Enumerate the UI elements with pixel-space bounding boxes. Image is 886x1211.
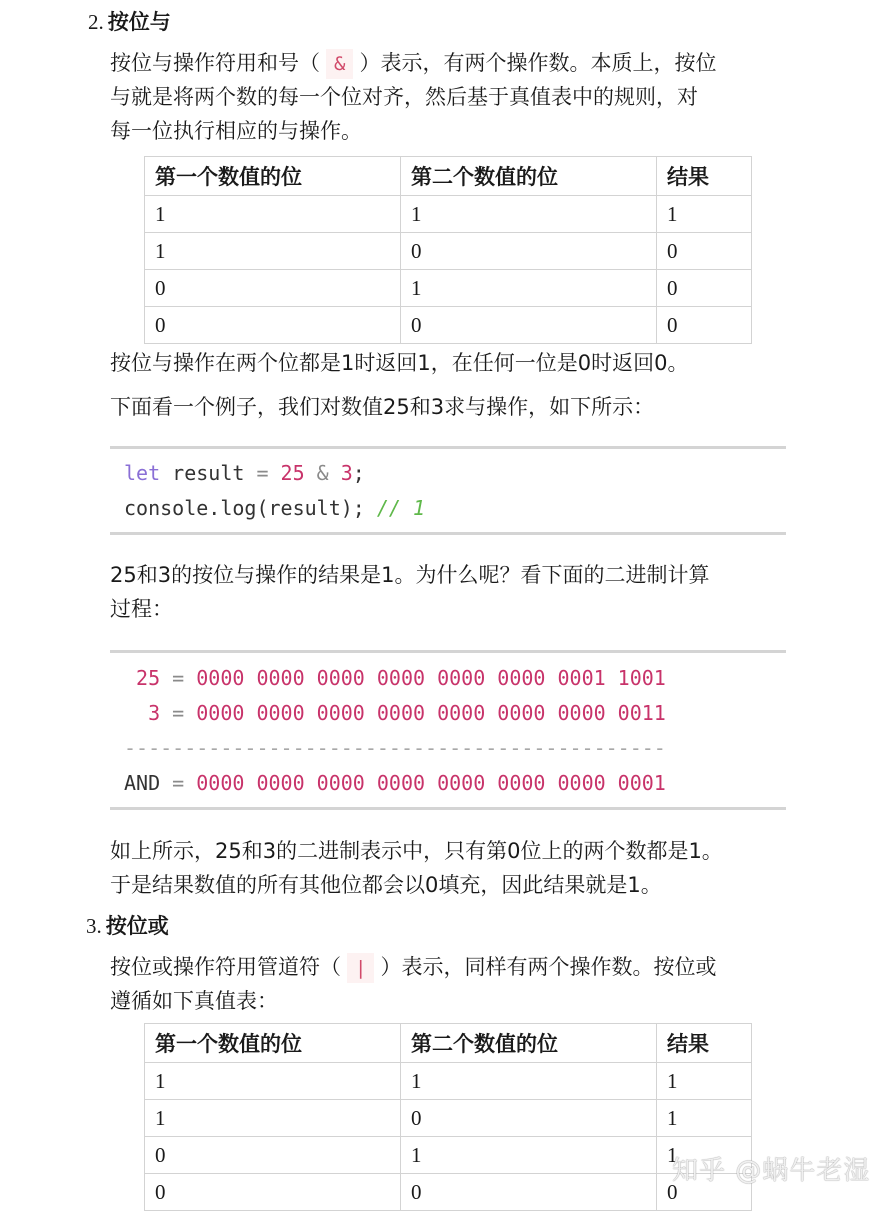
- table-header: 第二个数值的位: [401, 157, 657, 196]
- table-cell: 0: [145, 1174, 401, 1211]
- code-number: 25: [268, 461, 305, 485]
- intro-text: 按位与操作符用和号（: [110, 51, 320, 75]
- intro-text-after: ）表示，有两个操作数。本质上，按位: [359, 51, 717, 75]
- binary-label: 25: [124, 666, 161, 690]
- code-operator: &: [304, 461, 341, 485]
- table-cell: 1: [657, 1063, 752, 1100]
- table-cell: 1: [401, 196, 657, 233]
- binary-eq: =: [160, 771, 197, 795]
- binary-eq: =: [160, 666, 197, 690]
- table-header-row: [145, 1024, 752, 1063]
- code-line: [110, 491, 786, 526]
- table-cell: 1: [145, 1063, 401, 1100]
- binary-row-and: [110, 766, 786, 801]
- table-cell: 0: [657, 1174, 752, 1211]
- explain-line-1: 25和3的按位与操作的结果是1。为什么呢？看下面的二进制计算: [110, 563, 710, 587]
- and-summary: 按位与操作在两个位都是1时返回1，在任何一位是0时返回0。: [110, 351, 689, 375]
- table-cell: 0: [145, 1137, 401, 1174]
- code-line: [110, 456, 786, 491]
- table-cell: 0: [401, 233, 657, 270]
- binary-bits: 0000 0000 0000 0000 0000 0000 0000 0011: [196, 701, 666, 725]
- section-title: 按位或: [105, 914, 169, 938]
- table-row: [145, 270, 752, 307]
- table-cell: 0: [401, 1100, 657, 1137]
- table-row: [145, 196, 752, 233]
- table-cell: 1: [401, 270, 657, 307]
- or-truth-table: [144, 1023, 752, 1211]
- table-row: [145, 1174, 752, 1211]
- inline-code-pipe: |: [347, 953, 374, 983]
- code-number: 3: [340, 461, 353, 485]
- code-keyword: let: [124, 461, 161, 485]
- table-cell: 1: [401, 1137, 657, 1174]
- intro-line-3: 每一位执行相应的与操作。: [110, 119, 362, 143]
- code-block-example: [110, 446, 786, 535]
- table-header: 结果: [657, 157, 752, 196]
- code-punct: ;: [352, 461, 365, 485]
- section-heading-bitwise-and: [88, 8, 171, 36]
- intro-text-after: ）表示，同样有两个操作数。按位或: [380, 955, 717, 979]
- intro-text: 按位或操作符用管道符（: [110, 955, 341, 979]
- zhihu-watermark: 知乎 @蜗牛老湿: [672, 1156, 871, 1186]
- table-cell: 0: [145, 307, 401, 344]
- section-number: 2.: [88, 10, 104, 34]
- example-intro: 下面看一个例子，我们对数值25和3求与操作，如下所示：: [110, 395, 655, 419]
- table-header-row: [145, 157, 752, 196]
- binary-row-3: [110, 696, 786, 731]
- explain-line-2: 过程：: [110, 597, 173, 621]
- table-row: [145, 1100, 752, 1137]
- binary-bits: 0000 0000 0000 0000 0000 0000 0001 1001: [196, 666, 666, 690]
- table-cell: 1: [657, 196, 752, 233]
- table-cell: 0: [145, 270, 401, 307]
- table-row: [145, 1137, 752, 1174]
- table-header: 第一个数值的位: [145, 157, 401, 196]
- table-row: [145, 307, 752, 344]
- table-header: 第二个数值的位: [401, 1024, 657, 1063]
- code-identifier: result: [160, 461, 257, 485]
- table-cell: 1: [401, 1063, 657, 1100]
- conclusion-line-2: 于是结果数值的所有其他位都会以0填充，因此结果就是1。: [110, 873, 662, 897]
- code-comment: // 1: [364, 496, 426, 520]
- binary-label: 3: [124, 701, 161, 725]
- code-operator: =: [256, 461, 269, 485]
- binary-label: AND: [124, 771, 161, 795]
- binary-eq: =: [160, 701, 197, 725]
- conclusion-paragraph: [110, 834, 800, 902]
- table-cell: 0: [401, 1174, 657, 1211]
- table-cell: 1: [657, 1100, 752, 1137]
- table-cell: 1: [145, 233, 401, 270]
- binary-calculation-block: [110, 650, 786, 810]
- table-cell: 0: [401, 307, 657, 344]
- intro-line-2: 遵循如下真值表：: [110, 989, 278, 1013]
- table-row: [145, 233, 752, 270]
- section-heading-bitwise-or: [86, 912, 169, 940]
- intro-line-2: 与就是将两个数的每一个位对齐，然后基于真值表中的规则，对: [110, 85, 698, 109]
- conclusion-line-1: 如上所示，25和3的二进制表示中，只有第0位上的两个数都是1。: [110, 839, 723, 863]
- table-header: 结果: [657, 1024, 752, 1063]
- table-cell: 1: [657, 1137, 752, 1174]
- table-cell: 1: [145, 196, 401, 233]
- section-title: 按位与: [107, 10, 171, 34]
- table-cell: 0: [657, 233, 752, 270]
- section-number: 3.: [86, 914, 102, 938]
- and-truth-table: [144, 156, 752, 344]
- inline-code-ampersand: &: [326, 49, 353, 79]
- and-intro-paragraph: [110, 46, 800, 148]
- binary-bits: 0000 0000 0000 0000 0000 0000 0000 0001: [196, 771, 666, 795]
- or-intro-paragraph: [110, 950, 800, 1018]
- explain-paragraph: [110, 558, 800, 626]
- binary-row-25: [110, 661, 786, 696]
- code-call: console.log(result);: [124, 496, 365, 520]
- binary-divider: ---------------------------------------------: [124, 736, 666, 760]
- table-cell: 0: [657, 307, 752, 344]
- table-row: [145, 1063, 752, 1100]
- table-cell: 0: [657, 270, 752, 307]
- table-cell: 1: [145, 1100, 401, 1137]
- table-header: 第一个数值的位: [145, 1024, 401, 1063]
